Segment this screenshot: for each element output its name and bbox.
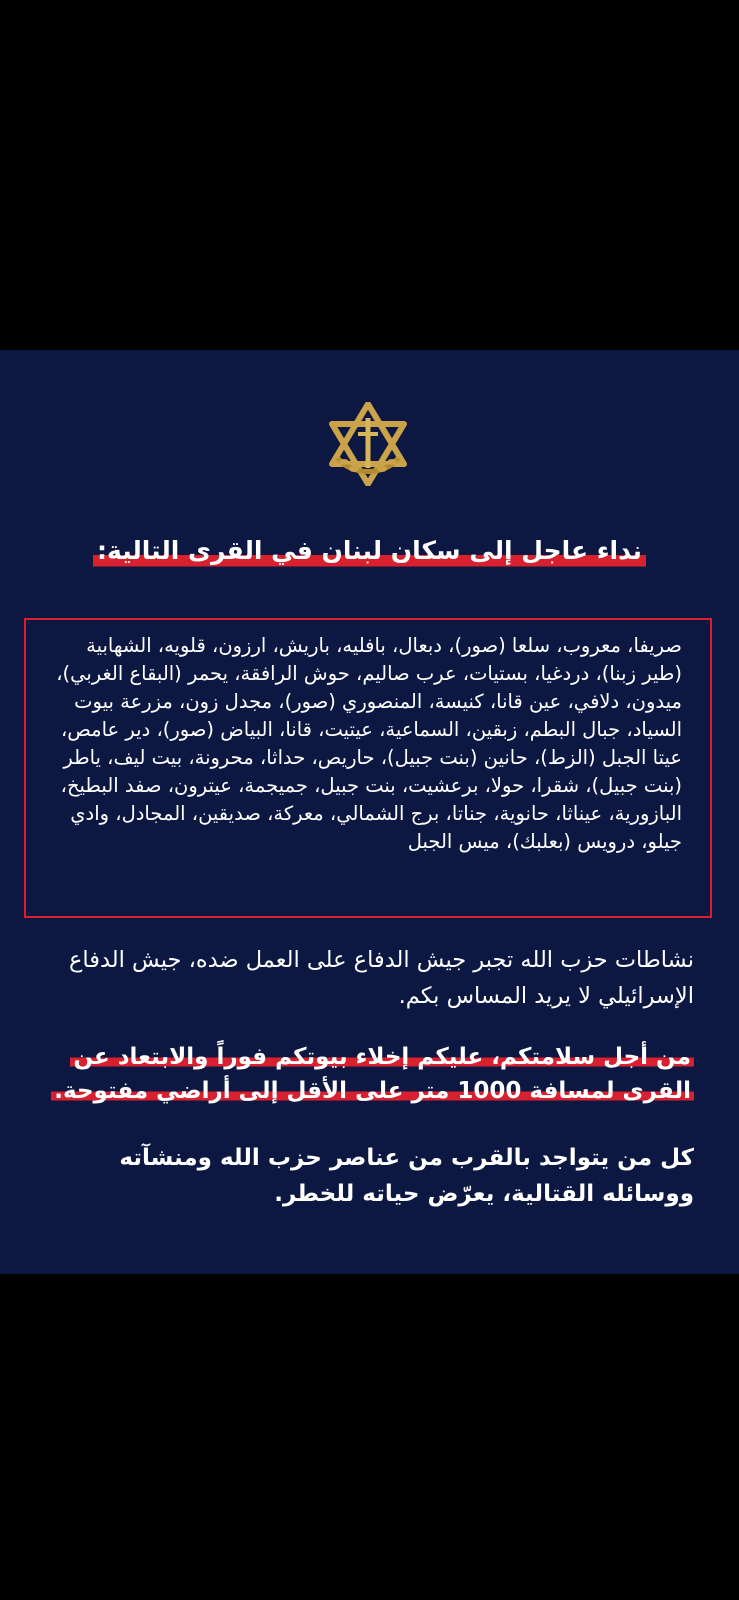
bottom-black-bar (0, 1274, 739, 1600)
top-black-bar (0, 0, 739, 350)
headline: نداء عاجل إلى سكان لبنان في القرى التالية: (93, 534, 646, 570)
headline-container (0, 534, 739, 570)
warning-paragraph: نشاطات حزب الله تجبر جيش الدفاع على العمل ضده، جيش الدفاع الإسرائيلي لا يريد المساس بكم. (68, 947, 694, 1009)
idf-emblem-icon (324, 402, 412, 486)
announcement-panel (0, 350, 739, 1274)
villages-list: صريفا، معروب، سلعا (صور)، دبعال، بافليه، باريش، ارزون، قلويه، الشهابية (طير زبنا)، دردغيا، بستيات، عرب صاليم، حوش الرافقة، يحمر (البقاع الغربي)، ميدون، دلافي، عين قانا، كنيسة، المنصوري (صور)، مجدل زون، مزرعة بيوت السياد، جبال البطم، زبقين، السماعية، عيتيت، قانا، البياض (صور)، دير عامص، عيتا الجبل (الزط)، حانين (بنت جبيل)، حاريص، حداثا، محرونة، بيت ليف، ياطر (بنت جبيل)، شقرا، حولا، برعشيت، بنت جبيل، جميجمة، عيترون، صفد البطيخ، البازورية، عيناثا، حانوية، جناتا، برج الشمالي، معركة، صديقين، المجادل، وادي جيلو، درويس (بعلبك)، ميس الجبل (24, 618, 712, 918)
evacuation-text: من أجل سلامتكم، عليكم إخلاء بيوتكم فوراً والابتعاد عن القرى لمسافة 1000 متر على الأقل إلى أراضي مفتوحة. (51, 1044, 694, 1104)
danger-warning: كل من يتواجد بالقرب من عناصر حزب الله ومنشآته ووسائله القتالية، يعرّض حياته للخطر. (119, 1145, 694, 1207)
evacuation-instruction (30, 1040, 694, 1108)
